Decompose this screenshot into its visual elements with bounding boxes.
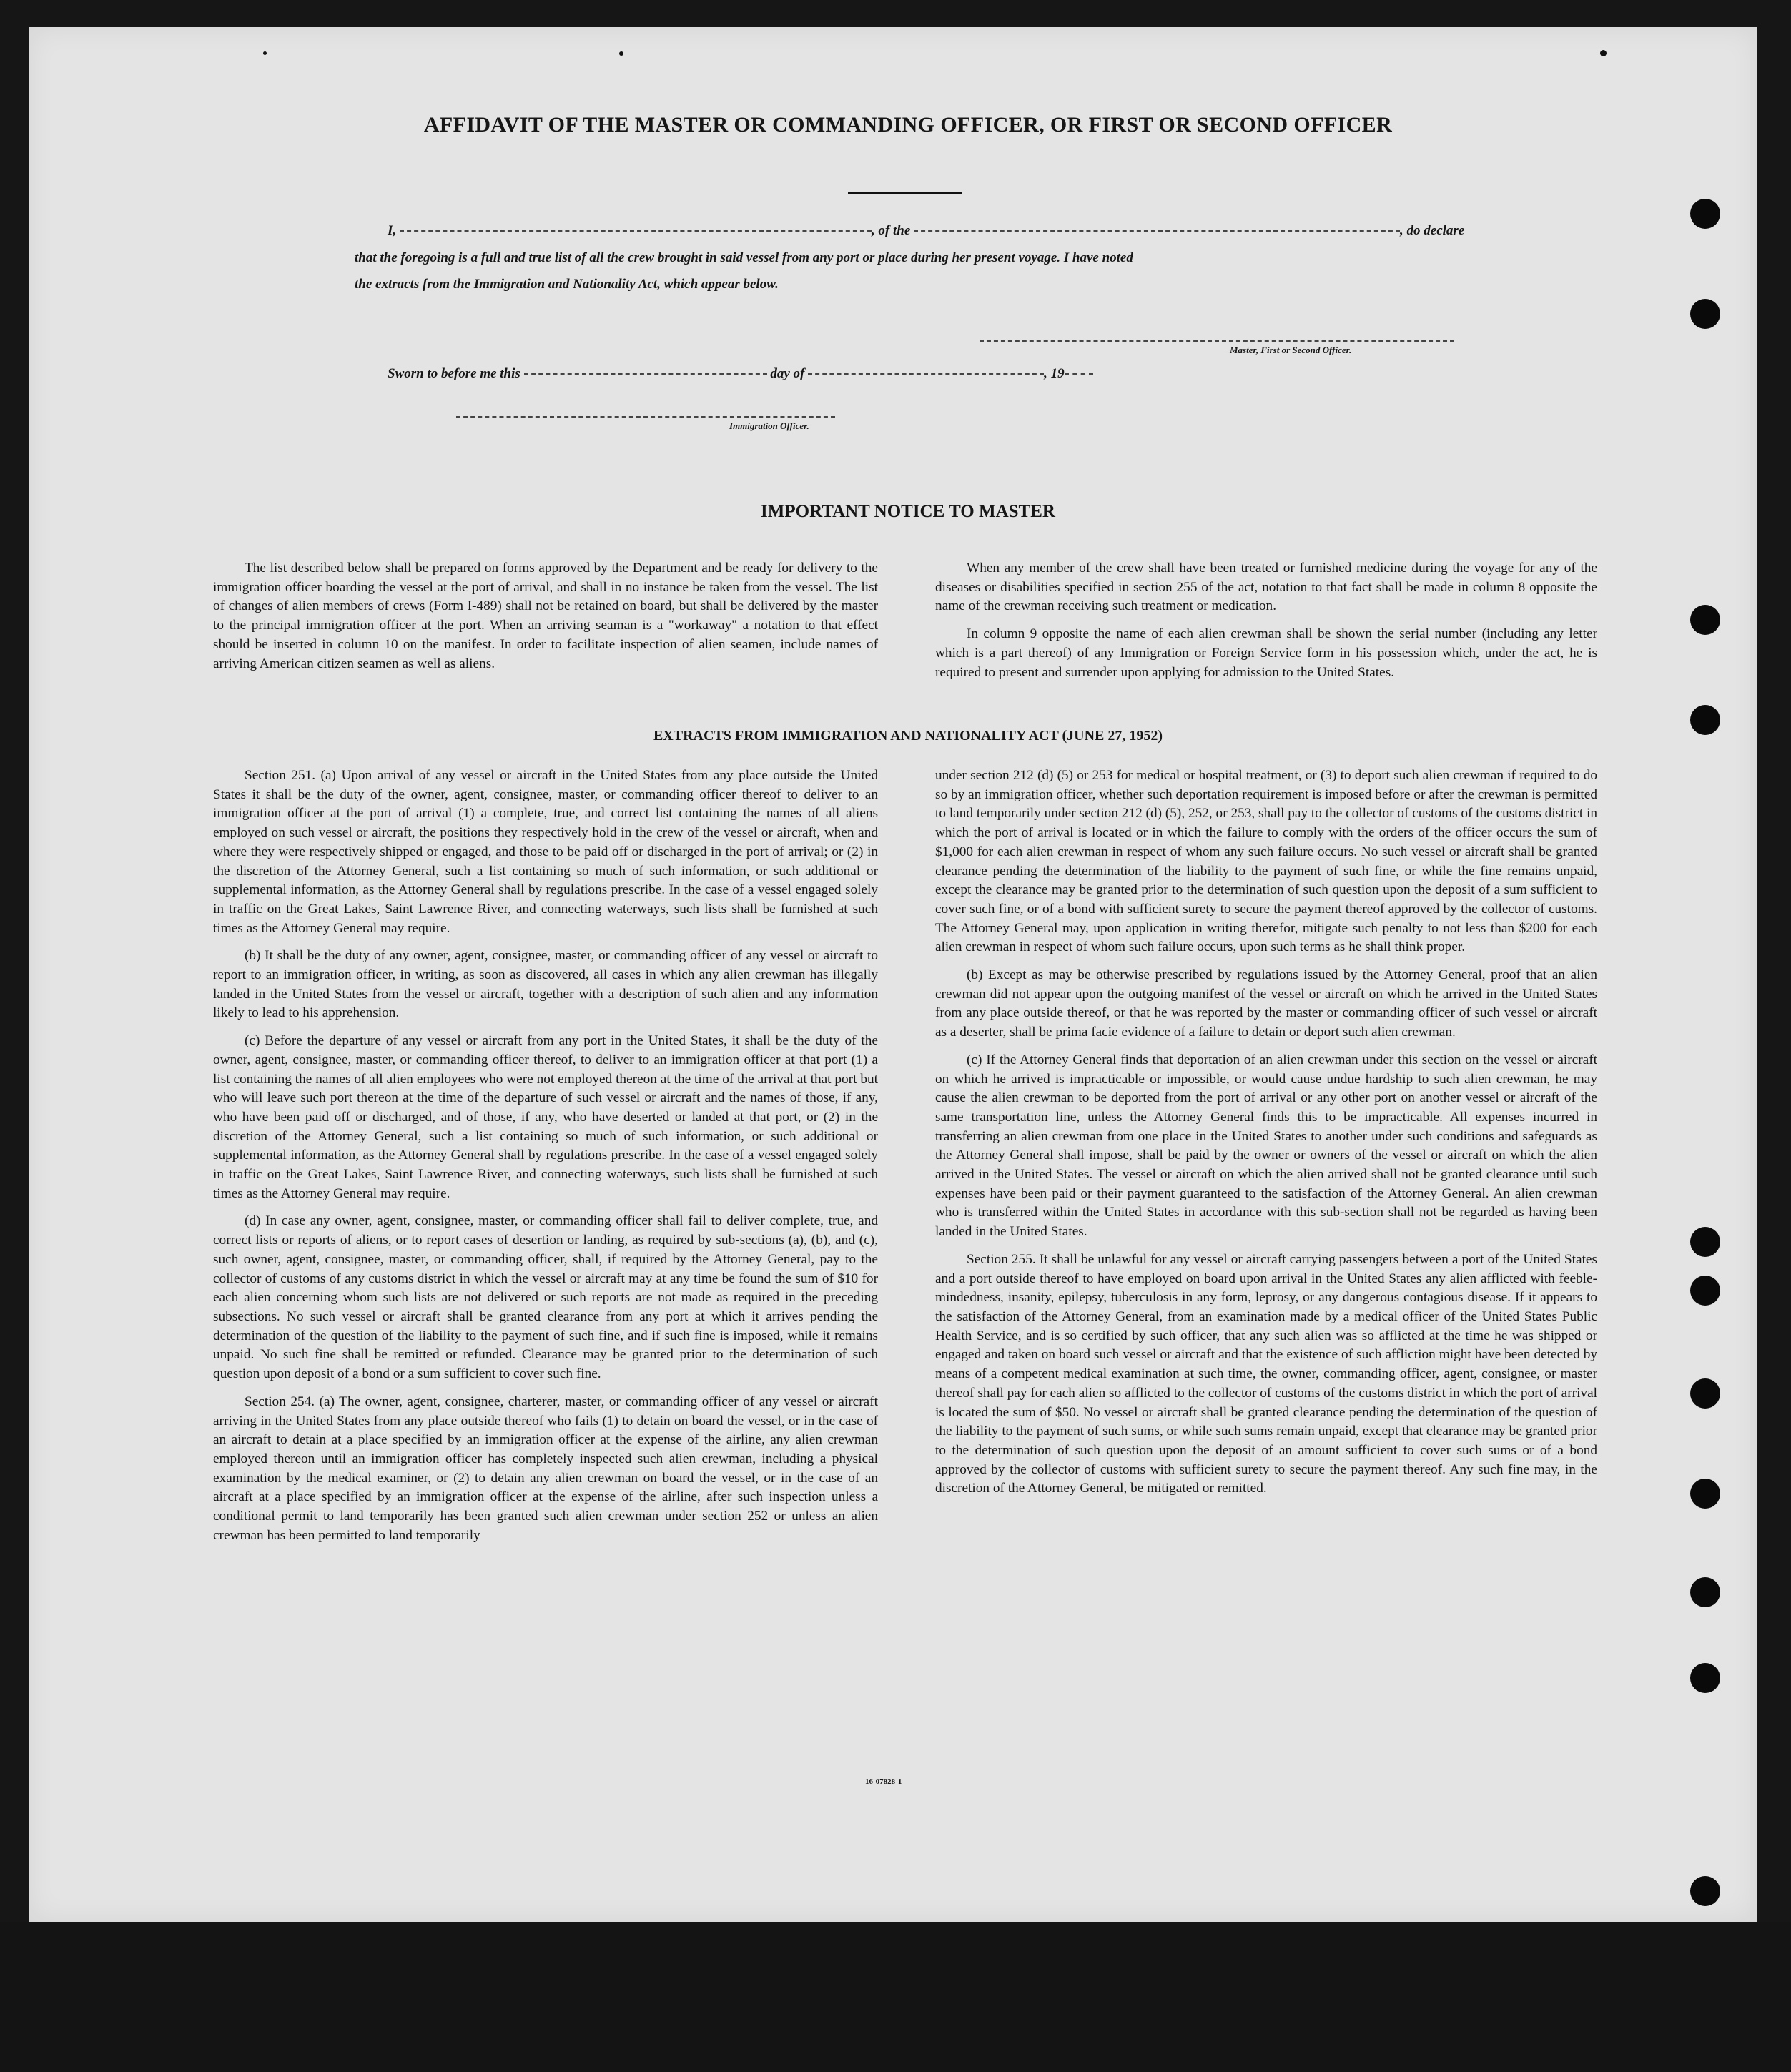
section-254-b: (b) Except as may be otherwise prescribed by regulations issued by the Attorney General, proof that an alien crewman did not appear upon the outgoing manifest of the vessel or aircraft on which he arrived in the United States from any place outside thereof, or that he was reported by the master or commanding officer of such vessel or aircraft as a deserter, shall be prima facie evidence of a failure to detain or deport such alien crewman. (935, 967, 1597, 1040)
master-caption: Master, First or Second Officer. (1230, 345, 1352, 355)
day-of-label: day of (770, 366, 805, 381)
punch-hole (1690, 1577, 1720, 1607)
declaration-line (388, 223, 1464, 239)
statement-line-2: the extracts from the Immigration and Nationality Act, which appear below. (355, 277, 779, 292)
scan-speck (263, 51, 267, 55)
section-255: Section 255. It shall be unlawful for any vessel or aircraft carrying passengers between a port of the United States and a port outside thereof to have employed on board upon arrival in the United States any alien afflicted with feeble-mindedness, insanity, epilepsy, tuberculosis in any form, leprosy, or any dangerous contagious disease. If it appears to the satisfaction of the Attorney General, from an examination made by a medical officer of the United States Public Health Service, and is so certified by such officer, that any such alien was so afflicted at the time he was shipped or engaged and taken on board such vessel or aircraft and that the existence of such affliction might have been detected by means of a competent medical examination at such time, the owner, commanding officer, agent, consignee, or master thereof shall pay for each alien so afflicted to the collector of customs of the customs district in which the port of arrival is located the sum of $50. No vessel or aircraft shall be granted clearance pending the determination of the question of the liability to the payment of such sums, or while such sums remain unpaid, except that clearance may be granted prior to the determination of such question upon the deposit of an amount sufficient to cover such sums or of a bond approved by the collector of customs with sufficient surety to secure the payment thereof. Any such fine may, in the discretion of the Attorney General, be mitigated or remitted. (935, 1251, 1597, 1496)
punch-hole (1690, 299, 1720, 329)
punch-hole (1690, 705, 1720, 735)
section-251-b: (b) It shall be the duty of any owner, agent, consignee, master, or commanding officer of any vessel or aircraft to report to an immigration officer, in writing, as soon as discovered, all cases in which any alien crewman has illegally landed in the United States from the vessel or aircraft, together with a description of such alien and any information likely to lead to his apprehension. (213, 948, 878, 1021)
title-underline (848, 192, 962, 194)
notice-right-column (935, 559, 1597, 682)
sworn-label: Sworn to before me this (388, 366, 520, 381)
scan-speck (619, 51, 623, 56)
punch-hole (1690, 1276, 1720, 1306)
statement-line-1: that the foregoing is a full and true list of all the crew brought in said vessel from any port or place during her present voyage. I have noted (355, 250, 1133, 265)
year-prefix: , 19 (1044, 366, 1065, 381)
declarant-prefix: I, (388, 223, 397, 238)
extracts-left-column (213, 766, 878, 1545)
notice-paragraph: The list described below shall be prepared on forms approved by the Department and be ready for delivery to the immigration officer boarding the vessel at the port of arrival, and shall in no instance be taken from the vessel. The list of changes of alien members of crews (Form I-489) shall not be retained on board, but shall be delivered by the master to the principal immigration officer at the port. When an arriving seaman is a "workaway" a notation to that effect should be inserted in column 10 on the manifest. In order to facilitate inspection of alien seamen, include names of arriving American citizen seamen as well as aliens. (213, 561, 878, 671)
sworn-month-field[interactable] (808, 372, 1044, 375)
section-254-a: Section 254. (a) The owner, agent, consignee, charterer, master, or commanding officer of any vessel or aircraft arriving in the United States from any place outside thereof who fails (1) to detain on board the vessel, or in the case of an aircraft to detain at a place specified by an immigration officer at the expense of the airline, any alien crewman employed thereon until an immigration officer has completely inspected such alien crewman, including a physical examination by the medical examiner, or (2) to detain any alien crewman on board the vessel, or in the case of an aircraft at a place specified by an immigration officer at the expense of the airline, after such inspection unless a conditional permit to land temporarily has been granted such alien crewman under section 252 or unless an alien crewman has been permitted to land temporarily (213, 1393, 878, 1543)
master-signature-field[interactable] (980, 340, 1454, 342)
do-declare-label: , do declare (1400, 223, 1465, 238)
section-251-c: (c) Before the departure of any vessel or aircraft from any port in the United States, it shall be the duty of the owner, agent, consignee, master, or commanding officer thereof, to deliver to an immigration officer at that port (1) a list containing the names of all alien employees who were not employed thereon at the time of the arrival at that port but who will leave such port thereon at the time of the departure of such vessel or aircraft and the names of those, if any, who have been paid off or discharged, and of those, if any, who have deserted or landed at that port, or (2) in the discretion of the Attorney General, such a list containing so much of such information, or such additional or supplemental information, as the Attorney General shall by regulations prescribe. In the case of a vessel engaged solely in traffic on the Great Lakes, Saint Lawrence River, and connecting waterways, such lists shall be furnished at such times as the Attorney General may require. (213, 1033, 878, 1201)
sworn-day-field[interactable] (524, 372, 767, 375)
affidavit-title: AFFIDAVIT OF THE MASTER OR COMMANDING OFFICER, OR FIRST OR SECOND OFFICER (423, 113, 1393, 137)
vessel-name-field[interactable] (914, 229, 1400, 232)
punch-hole (1690, 1378, 1720, 1409)
punch-hole (1690, 1227, 1720, 1257)
notice-left-column (213, 559, 878, 674)
notice-paragraph: When any member of the crew shall have been treated or furnished medicine during the voyage for any of the diseases or disabilities specified in section 255 of the act, notation to that fact shall be made in column 8 opposite the name of the crewman receiving such treatment or medication. (935, 561, 1597, 614)
punch-hole (1690, 199, 1720, 229)
sworn-line (388, 366, 1093, 382)
scan-border (0, 1922, 1791, 2072)
section-251-d: (d) In case any owner, agent, consignee, master, or commanding officer shall fail to deliver complete, true, and correct lists or reports of aliens, or to report cases of desertion or landing, as required by sub-sections (a), (b), and (c), such owner, agent, consignee, master, or commanding officer, shall, if required by the Attorney General, pay to the collector of customs of any customs district in which the vessel or aircraft may at any time be found the sum of $10 for each alien concerning whom such lists are not delivered or such reports are not made as required in the preceding subsections. No such vessel or aircraft shall be granted clearance from any port at which it arrives pending the determination of the question of the liability to the payment of such fine, and if such fine is imposed, while it remains unpaid. No such fine shall be remitted or refunded. Clearance may be granted prior to the determination of such question upon deposit of a bond or a sum sufficient to cover such fine. (213, 1213, 878, 1382)
notice-paragraph: In column 9 opposite the name of each alien crewman shall be shown the serial number (including any letter which is a part thereof) of any Immigration or Foreign Service form in his possession which, under the act, he is required to present and surrender upon applying for admission to the United States. (935, 626, 1597, 680)
form-number: 16-07828-1 (865, 1777, 902, 1786)
of-the-label: , of the (871, 223, 911, 238)
declarant-name-field[interactable] (400, 229, 872, 232)
punch-hole (1690, 605, 1720, 635)
section-254-c: (c) If the Attorney General finds that deportation of an alien crewman under this section on the vessel or aircraft on which he arrived is impracticable or impossible, or would cause undue hardship to such alien crewman, he may cause the alien crewman to be deported from the port of arrival or any other port on another vessel or aircraft of the same transportation line, unless the Attorney General finds this to be impracticable. All expenses incurred in transferring an alien crewman from one place in the United States to another under such conditions and safeguards as the Attorney General shall impose, shall be paid by the owner or owners of the vessel or aircraft on which the alien arrived in the United States. The vessel or aircraft on which the alien arrived shall not be granted clearance until such expenses have been paid or their payment guaranteed to the satisfaction of the Attorney General. An alien crewman who is transferred within the United States in accordance with this sub-section shall not be regarded as having been landed in the United States. (935, 1052, 1597, 1240)
extracts-title: EXTRACTS FROM IMMIGRATION AND NATIONALITY ACT (JUNE 27, 1952) (653, 728, 1163, 744)
officer-signature-field[interactable] (456, 416, 835, 418)
section-254-a-continued: under section 212 (d) (5) or 253 for medical or hospital treatment, or (3) to deport such alien crewman if required to do so by an immigration officer, whether such deportation requirement is imposed before or after the crewman is permitted to land temporarily under section 212 (d) (5), 252, or 253, shall pay to the collector of customs of the customs district in which the port of arrival is located or in which the failure to comply with the orders of the officer occurs the sum of $1,000 for each alien crewman in respect of whom any such failure occurs. No such vessel or aircraft shall be granted clearance pending the determination of the liability to the payment of such fine, or while the fine remains unpaid, except the clearance may be granted prior to the determination of such question upon the deposit of a sum sufficient to cover such fine, or of a bond with sufficient surety to secure the payment thereof approved by the collector of customs. The Attorney General may, upon application in writing therefor, mitigate such penalty to not less than $200 for each alien crewman in respect of whom such failure occurs, upon such terms as he shall think proper. (935, 768, 1597, 955)
sworn-year-field[interactable] (1065, 372, 1093, 375)
punch-hole (1690, 1663, 1720, 1693)
notice-title: IMPORTANT NOTICE TO MASTER (761, 502, 1055, 521)
extracts-right-column (935, 766, 1597, 1499)
officer-caption: Immigration Officer. (729, 420, 809, 431)
punch-hole (1690, 1876, 1720, 1906)
scan-speck (1600, 50, 1607, 56)
section-251-a: Section 251. (a) Upon arrival of any vessel or aircraft in the United States from any place outside the United States it shall be the duty of the owner, agent, consignee, master, or commanding officer thereof to deliver to an immigration officer at the port of arrival (1) a complete, true, and correct list containing the names of all aliens employed on such vessel or aircraft, the positions they respectively hold in the crew of the vessel or aircraft, when and where they were respectively shipped or engaged, and those to be paid off or discharged in the port of arrival; or (2) in the discretion of the Attorney General, such a list containing so much of such information, or such additional or supplemental information, as the Attorney General shall by regulations prescribe. In the case of a vessel engaged solely in traffic on the Great Lakes, Saint Lawrence River, and connecting waterways, such lists shall be furnished at such times as the Attorney General may require. (213, 768, 878, 936)
punch-hole (1690, 1479, 1720, 1509)
